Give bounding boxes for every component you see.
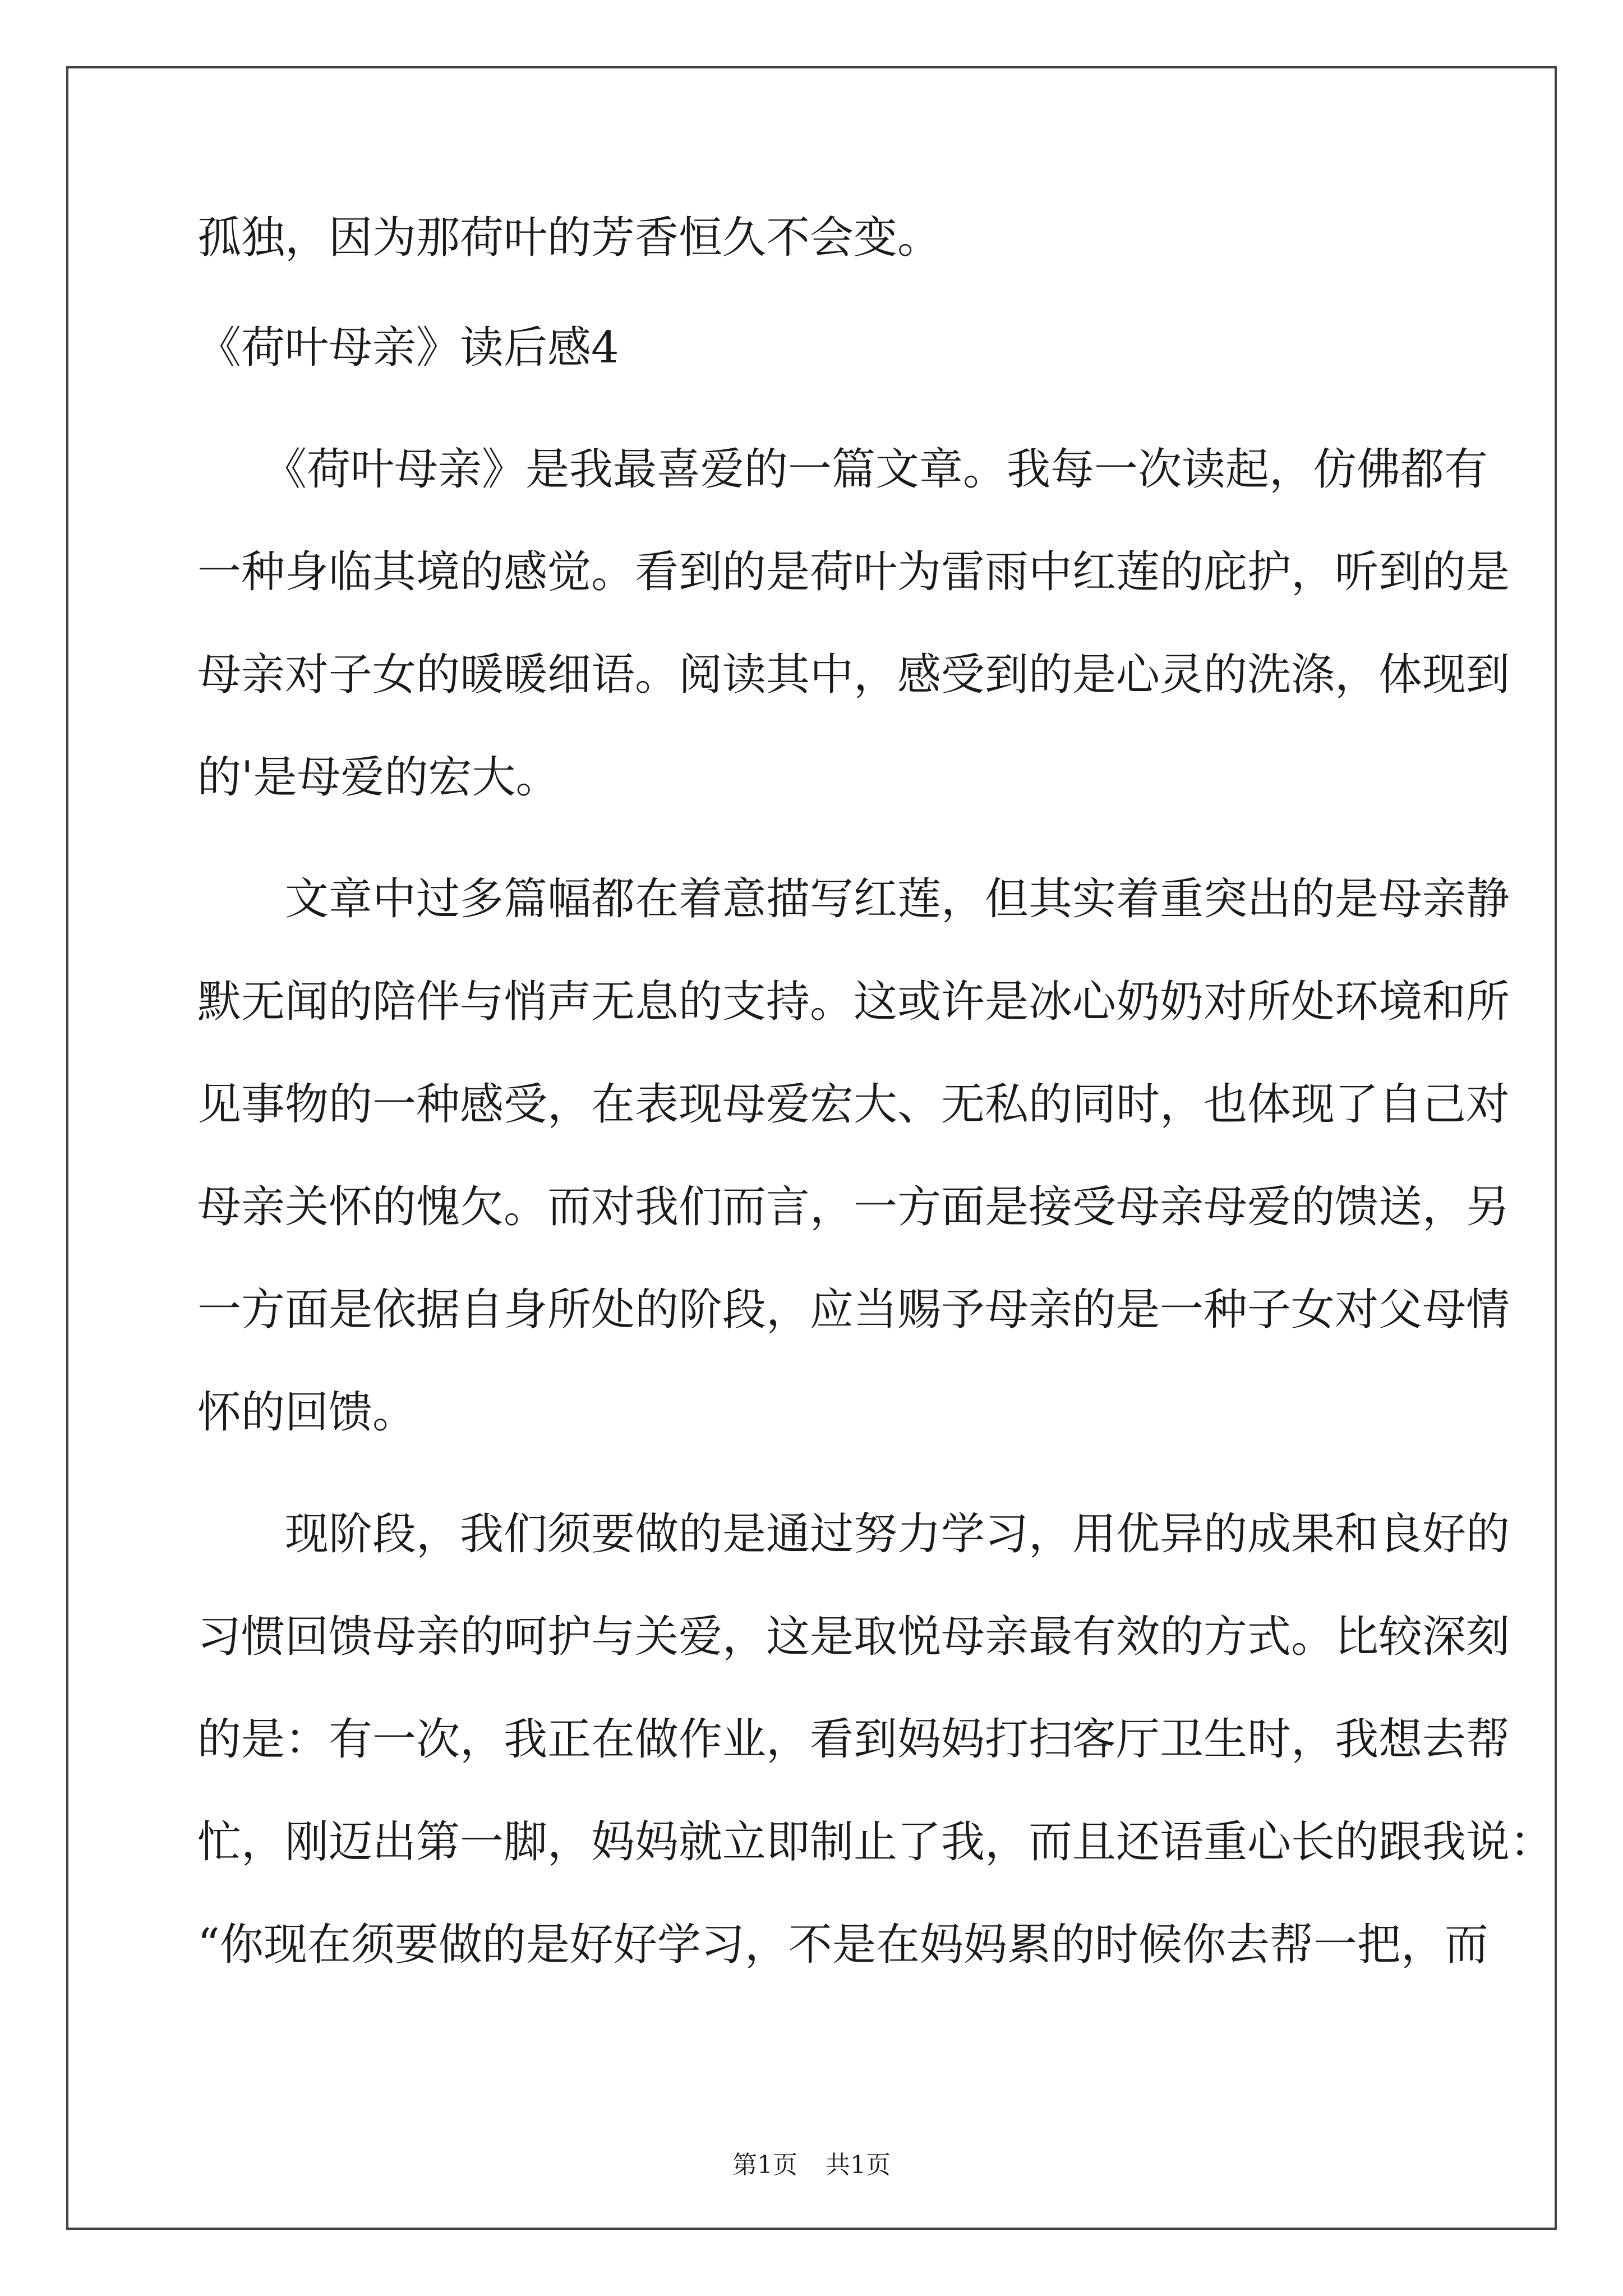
- page-border: [66, 66, 1557, 2230]
- page-number: 第1页: [732, 2151, 797, 2179]
- text-line: 母亲对子女的暖暖细语。阅读其中，感受到的是心灵的洗涤，体现到: [197, 650, 1510, 700]
- page-footer: [0, 2148, 1623, 2182]
- text-line: 孤独，因为那荷叶的芳香恒久不会变。: [197, 213, 942, 263]
- text-line: 一种身临其境的感觉。看到的是荷叶为雷雨中红莲的庇护，听到的是: [197, 547, 1510, 597]
- text-line: 母亲关怀的愧欠。而对我们而言，一方面是接受母亲母爱的馈送，另: [197, 1182, 1510, 1232]
- text-line: 一方面是依据自身所处的阶段，应当赐予母亲的是一种子女对父母情: [197, 1285, 1510, 1335]
- text-line: 的'是母爱的宏大。: [197, 752, 560, 803]
- page-total: 共1页: [826, 2151, 891, 2179]
- text-line: 现阶段，我们须要做的是通过努力学习，用优异的成果和良好的: [197, 1509, 1510, 1559]
- text-line: 忙，刚迈出第一脚，妈妈就立即制止了我，而且还语重心长的跟我说：: [197, 1817, 1554, 1867]
- section-heading: 《荷叶母亲》读后感4: [197, 323, 619, 373]
- text-line: 默无闻的陪伴与悄声无息的支持。这或许是冰心奶奶对所处环境和所: [197, 977, 1510, 1027]
- text-line: 怀的回馈。: [197, 1387, 417, 1438]
- text-line: “你现在须要做的是好好学习，不是在妈妈累的时候你去帮一把，而: [197, 1920, 1488, 1970]
- text-line: 见事物的一种感受，在表现母爱宏大、无私的同时，也体现了自己对: [197, 1079, 1510, 1130]
- text-line: 的是：有一次，我正在做作业，看到妈妈打扫客厅卫生时，我想去帮: [197, 1714, 1510, 1765]
- text-line: 《荷叶母亲》是我最喜爱的一篇文章。我每一次读起，仿佛都有: [197, 444, 1488, 495]
- text-line: 文章中过多篇幅都在着意描写红莲，但其实着重突出的是母亲静: [197, 874, 1510, 924]
- text-line: 习惯回馈母亲的呵护与关爱，这是取悦母亲最有效的方式。比较深刻: [197, 1612, 1510, 1662]
